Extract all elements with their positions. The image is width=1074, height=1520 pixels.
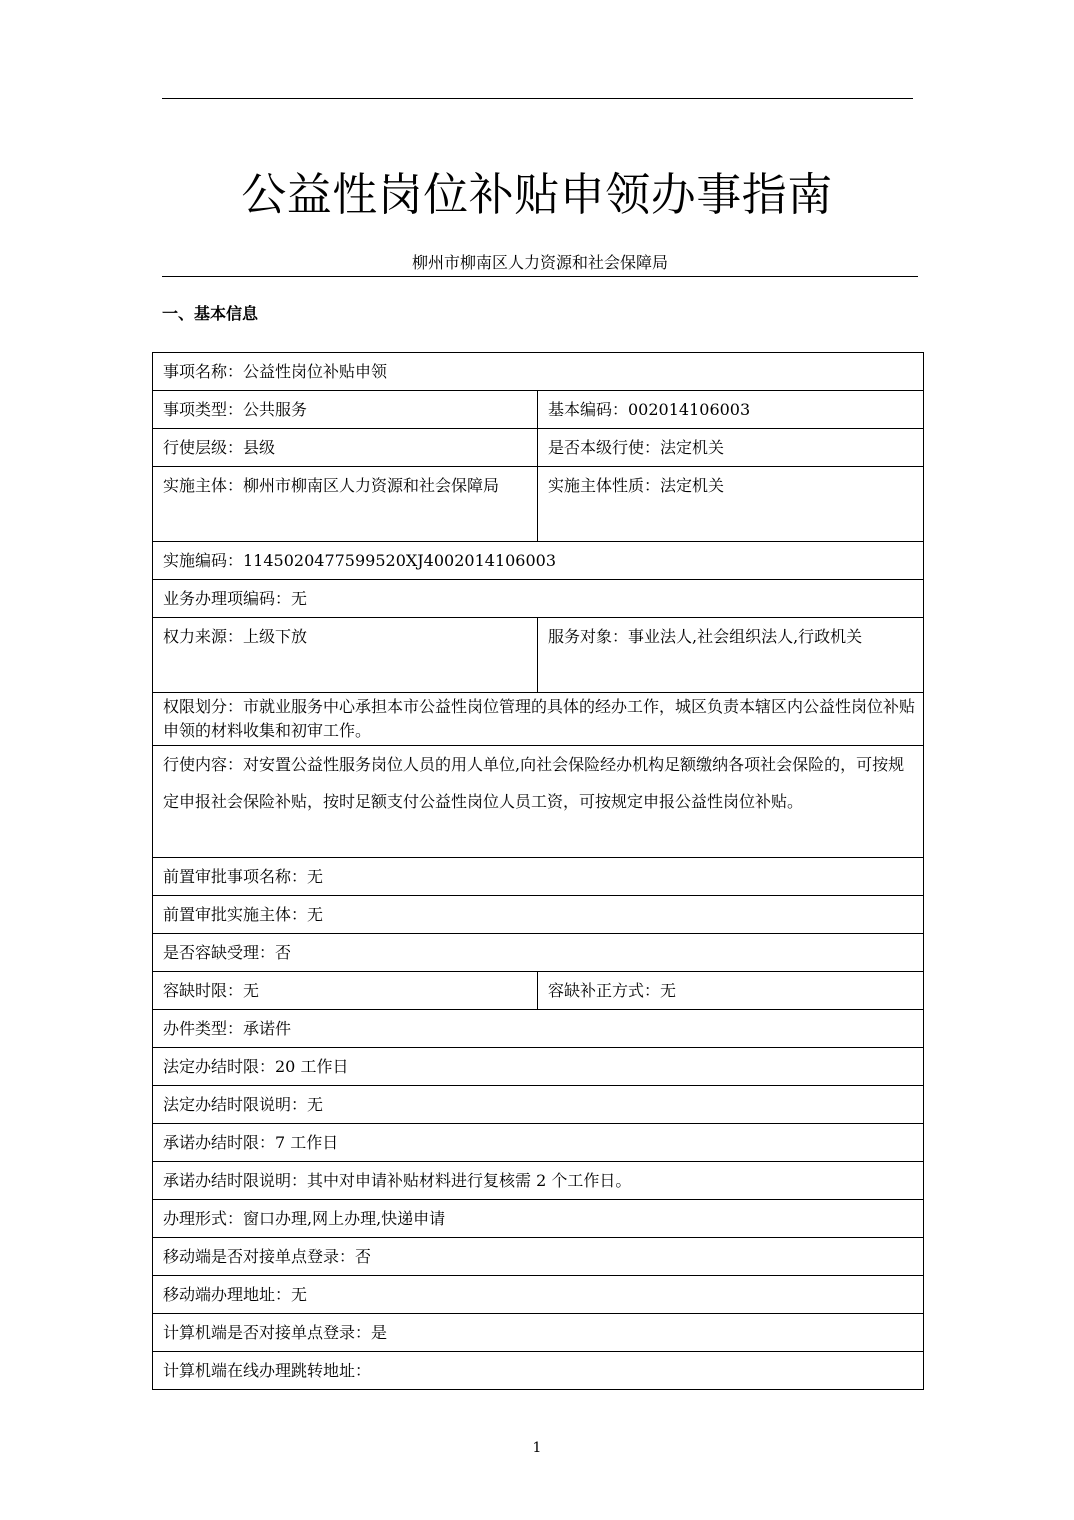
table-row (153, 353, 924, 391)
business-code-cell: 业务办理项编码：无 (153, 580, 924, 618)
item-name-cell: 事项名称：公益性岗位补贴申领 (153, 353, 924, 391)
promised-time-limit-cell: 承诺办结时限：7 工作日 (153, 1124, 924, 1162)
table-row (153, 1200, 924, 1238)
table-row (153, 429, 924, 467)
table-row (153, 1238, 924, 1276)
pc-sso-cell: 计算机端是否对接单点登录：是 (153, 1314, 924, 1352)
page-number: 1 (532, 1440, 542, 1456)
table-row (153, 896, 924, 934)
basic-info-table (152, 352, 924, 1390)
table-row (153, 1352, 924, 1390)
pre-approval-name-cell: 前置审批事项名称：无 (153, 858, 924, 896)
service-target-cell: 服务对象：事业法人,社会组织法人,行政机关 (538, 618, 924, 693)
authority-source-cell: 权力来源：上级下放 (153, 618, 538, 693)
accept-with-deficiency-cell: 是否容缺受理：否 (153, 934, 924, 972)
authority-division-cell: 权限划分：市就业服务中心承担本市公益性岗位管理的具体的经办工作，城区负责本辖区内公益性岗位补贴申领的材料收集和初审工作。 (153, 693, 924, 746)
table-row (153, 693, 924, 746)
table-row (153, 1086, 924, 1124)
item-type-cell: 事项类型：公共服务 (153, 391, 538, 429)
legal-time-limit-note-cell: 法定办结时限说明：无 (153, 1086, 924, 1124)
implementing-body-cell: 实施主体：柳州市柳南区人力资源和社会保障局 (153, 467, 538, 542)
implementing-body-nature-cell: 实施主体性质：法定机关 (538, 467, 924, 542)
exercise-level-cell: 行使层级：县级 (153, 429, 538, 467)
table-row (153, 1162, 924, 1200)
promised-time-limit-note-cell: 承诺办结时限说明：其中对申请补贴材料进行复核需 2 个工作日。 (153, 1162, 924, 1200)
table-row (153, 934, 924, 972)
basic-code-cell: 基本编码：002014106003 (538, 391, 924, 429)
mobile-address-cell: 移动端办理地址：无 (153, 1276, 924, 1314)
section-heading-basic-info: 一、基本信息 (162, 304, 259, 323)
mobile-sso-cell: 移动端是否对接单点登录：否 (153, 1238, 924, 1276)
exercise-content-cell: 行使内容：对安置公益性服务岗位人员的用人单位,向社会保险经办机构足额缴纳各项社会保险的，可按规定申报社会保险补贴，按时足额支付公益性岗位人员工资，可按规定申报公益性岗位补贴。 (153, 746, 924, 858)
table-row (153, 618, 924, 693)
table-row (153, 1276, 924, 1314)
table-row (153, 391, 924, 429)
table-row (153, 542, 924, 580)
table-row (153, 1010, 924, 1048)
table-row (153, 972, 924, 1010)
table-row (153, 580, 924, 618)
pc-online-address-cell: 计算机端在线办理跳转地址： (153, 1352, 924, 1390)
issuing-organization: 柳州市柳南区人力资源和社会保障局 (162, 252, 918, 277)
deficiency-time-limit-cell: 容缺时限：无 (153, 972, 538, 1010)
legal-time-limit-cell: 法定办结时限：20 工作日 (153, 1048, 924, 1086)
table-row (153, 1314, 924, 1352)
header-rule (162, 98, 913, 99)
document-title: 公益性岗位补贴申领办事指南 (241, 168, 833, 221)
table-row (153, 467, 924, 542)
pre-approval-body-cell: 前置审批实施主体：无 (153, 896, 924, 934)
table-row (153, 858, 924, 896)
table-row (153, 1048, 924, 1086)
case-type-cell: 办件类型：承诺件 (153, 1010, 924, 1048)
deficiency-correction-cell: 容缺补正方式：无 (538, 972, 924, 1010)
local-exercise-cell: 是否本级行使：法定机关 (538, 429, 924, 467)
implementation-code-cell: 实施编码：1145020477599520XJ4002014106003 (153, 542, 924, 580)
handling-form-cell: 办理形式：窗口办理,网上办理,快递申请 (153, 1200, 924, 1238)
table-row (153, 746, 924, 858)
table-row (153, 1124, 924, 1162)
